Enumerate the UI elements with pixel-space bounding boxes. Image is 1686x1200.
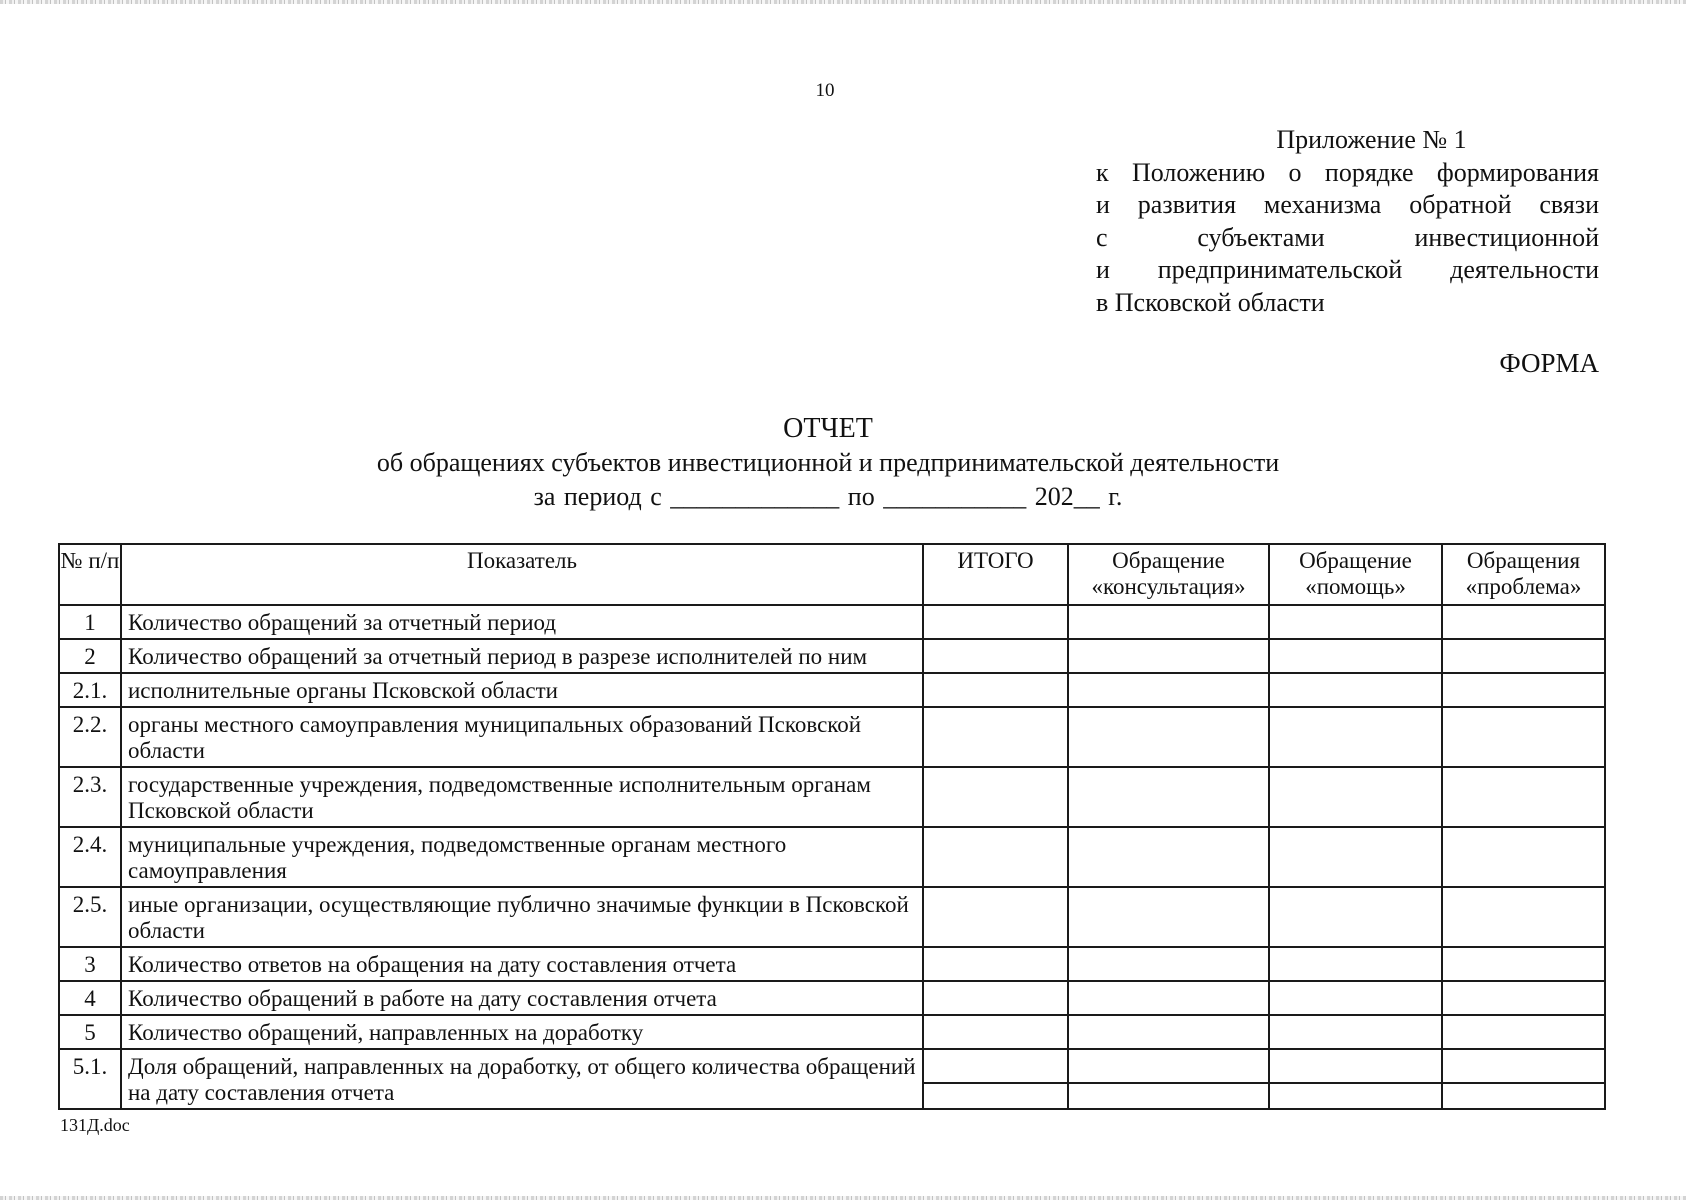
cell-problem bbox=[1442, 707, 1605, 767]
header-consultation: Обращение «консультация» bbox=[1068, 544, 1269, 605]
row-indicator: Количество ответов на обращения на дату составления отчета bbox=[121, 947, 923, 981]
cell-problem bbox=[1442, 981, 1605, 1015]
cell-total bbox=[923, 981, 1068, 1015]
form-label: ФОРМА bbox=[1499, 348, 1599, 378]
row-num: 4 bbox=[59, 981, 121, 1015]
appendix-line: и предпринимательской деятельности bbox=[1096, 255, 1599, 284]
header-indicator: Показатель bbox=[121, 544, 923, 605]
header-problem: Обращения «проблема» bbox=[1442, 544, 1605, 605]
row-num: 1 bbox=[59, 605, 121, 639]
table-row bbox=[59, 827, 1605, 887]
cell-total bbox=[923, 947, 1068, 981]
scan-edge-top bbox=[0, 0, 1686, 4]
cell-help bbox=[1269, 767, 1442, 827]
table-row bbox=[59, 605, 1605, 639]
cell-help bbox=[1269, 981, 1442, 1015]
cell-consultation bbox=[1068, 1049, 1269, 1109]
cell-total bbox=[923, 887, 1068, 947]
table-header-row bbox=[59, 544, 1605, 605]
cell-problem bbox=[1442, 673, 1605, 707]
appendix-title: Приложение № 1 bbox=[1276, 125, 1467, 154]
cell-help bbox=[1269, 1015, 1442, 1049]
cell-total bbox=[923, 639, 1068, 673]
cell-subdivision bbox=[1069, 1050, 1268, 1084]
row-num: 5 bbox=[59, 1015, 121, 1049]
row-indicator: иные организации, осуществляющие публично значимые функции в Псковской области bbox=[121, 887, 923, 947]
appendix-line: к Положению о порядке формирования bbox=[1096, 157, 1599, 187]
page-number: 10 bbox=[815, 80, 835, 101]
cell-problem bbox=[1442, 887, 1605, 947]
row-num: 2.4. bbox=[59, 827, 121, 887]
cell-consultation bbox=[1068, 673, 1269, 707]
cell-consultation bbox=[1068, 887, 1269, 947]
report-title: ОТЧЕТ bbox=[783, 413, 873, 444]
cell-consultation bbox=[1068, 827, 1269, 887]
cell-problem bbox=[1442, 1015, 1605, 1049]
appendix-line: с субъектами инвестиционной bbox=[1096, 222, 1599, 252]
cell-problem bbox=[1442, 947, 1605, 981]
cell-consultation bbox=[1068, 1015, 1269, 1049]
row-indicator: Количество обращений в работе на дату составления отчета bbox=[121, 981, 923, 1015]
row-indicator: государственные учреждения, подведомственные исполнительным органам Псковской области bbox=[121, 767, 923, 827]
row-indicator: исполнительные органы Псковской области bbox=[121, 673, 923, 707]
report-table bbox=[58, 543, 1606, 1110]
cell-subdivision bbox=[924, 1050, 1067, 1084]
appendix-line: и развития механизма обратной связи bbox=[1096, 190, 1599, 219]
row-num: 2.1. bbox=[59, 673, 121, 707]
table-row bbox=[59, 1015, 1605, 1049]
cell-subdivision bbox=[1270, 1050, 1441, 1084]
table-row bbox=[59, 707, 1605, 767]
table-row bbox=[59, 887, 1605, 947]
cell-help bbox=[1269, 1049, 1442, 1109]
row-num: 2.3. bbox=[59, 767, 121, 827]
report-heading bbox=[0, 412, 1656, 514]
cell-total bbox=[923, 605, 1068, 639]
cell-total bbox=[923, 1015, 1068, 1049]
cell-consultation bbox=[1068, 605, 1269, 639]
table-row bbox=[59, 673, 1605, 707]
table-row bbox=[59, 947, 1605, 981]
cell-help bbox=[1269, 887, 1442, 947]
row-indicator: Количество обращений за отчетный период в разрезе исполнителей по ним bbox=[121, 639, 923, 673]
table-row bbox=[59, 1049, 1605, 1109]
header-num: № п/п bbox=[59, 544, 121, 605]
cell-consultation bbox=[1068, 947, 1269, 981]
cell-total bbox=[923, 707, 1068, 767]
cell-help bbox=[1269, 947, 1442, 981]
appendix-line: в Псковской области bbox=[1096, 287, 1325, 317]
cell-problem bbox=[1442, 767, 1605, 827]
report-subtitle: об обращениях субъектов инвестиционной и предпринимательской деятельности bbox=[376, 448, 1280, 477]
cell-help bbox=[1269, 673, 1442, 707]
cell-total bbox=[923, 827, 1068, 887]
row-num: 2 bbox=[59, 639, 121, 673]
cell-consultation bbox=[1068, 981, 1269, 1015]
cell-total bbox=[923, 673, 1068, 707]
header-total: ИТОГО bbox=[923, 544, 1068, 605]
row-num: 2.5. bbox=[59, 887, 121, 947]
row-indicator: Количество обращений за отчетный период bbox=[121, 605, 923, 639]
row-indicator: органы местного самоуправления муниципальных образований Псковской области bbox=[121, 707, 923, 767]
cell-total bbox=[923, 1049, 1068, 1109]
cell-help bbox=[1269, 639, 1442, 673]
row-num: 2.2. bbox=[59, 707, 121, 767]
cell-consultation bbox=[1068, 639, 1269, 673]
table-row bbox=[59, 639, 1605, 673]
cell-total bbox=[923, 767, 1068, 827]
report-period-line: за период с _____________ по ___________ 202__ г. bbox=[533, 482, 1123, 511]
appendix-block bbox=[1096, 124, 1599, 319]
cell-help bbox=[1269, 605, 1442, 639]
row-indicator: Доля обращений, направленных на доработку, от общего количества обращений на дату составления отчета bbox=[121, 1049, 923, 1109]
cell-consultation bbox=[1068, 767, 1269, 827]
row-indicator: муниципальные учреждения, подведомственные органам местного самоуправления bbox=[121, 827, 923, 887]
document-filename: 131Д.doc bbox=[60, 1115, 130, 1135]
cell-help bbox=[1269, 827, 1442, 887]
cell-subdivision bbox=[1443, 1050, 1604, 1084]
cell-problem bbox=[1442, 1049, 1605, 1109]
scan-edge-bottom bbox=[0, 1196, 1686, 1200]
cell-consultation bbox=[1068, 707, 1269, 767]
row-indicator: Количество обращений, направленных на доработку bbox=[121, 1015, 923, 1049]
table-row bbox=[59, 981, 1605, 1015]
cell-help bbox=[1269, 707, 1442, 767]
header-help: Обращение «помощь» bbox=[1269, 544, 1442, 605]
cell-problem bbox=[1442, 827, 1605, 887]
row-num: 5.1. bbox=[59, 1049, 121, 1109]
table-row bbox=[59, 767, 1605, 827]
cell-problem bbox=[1442, 605, 1605, 639]
cell-problem bbox=[1442, 639, 1605, 673]
row-num: 3 bbox=[59, 947, 121, 981]
